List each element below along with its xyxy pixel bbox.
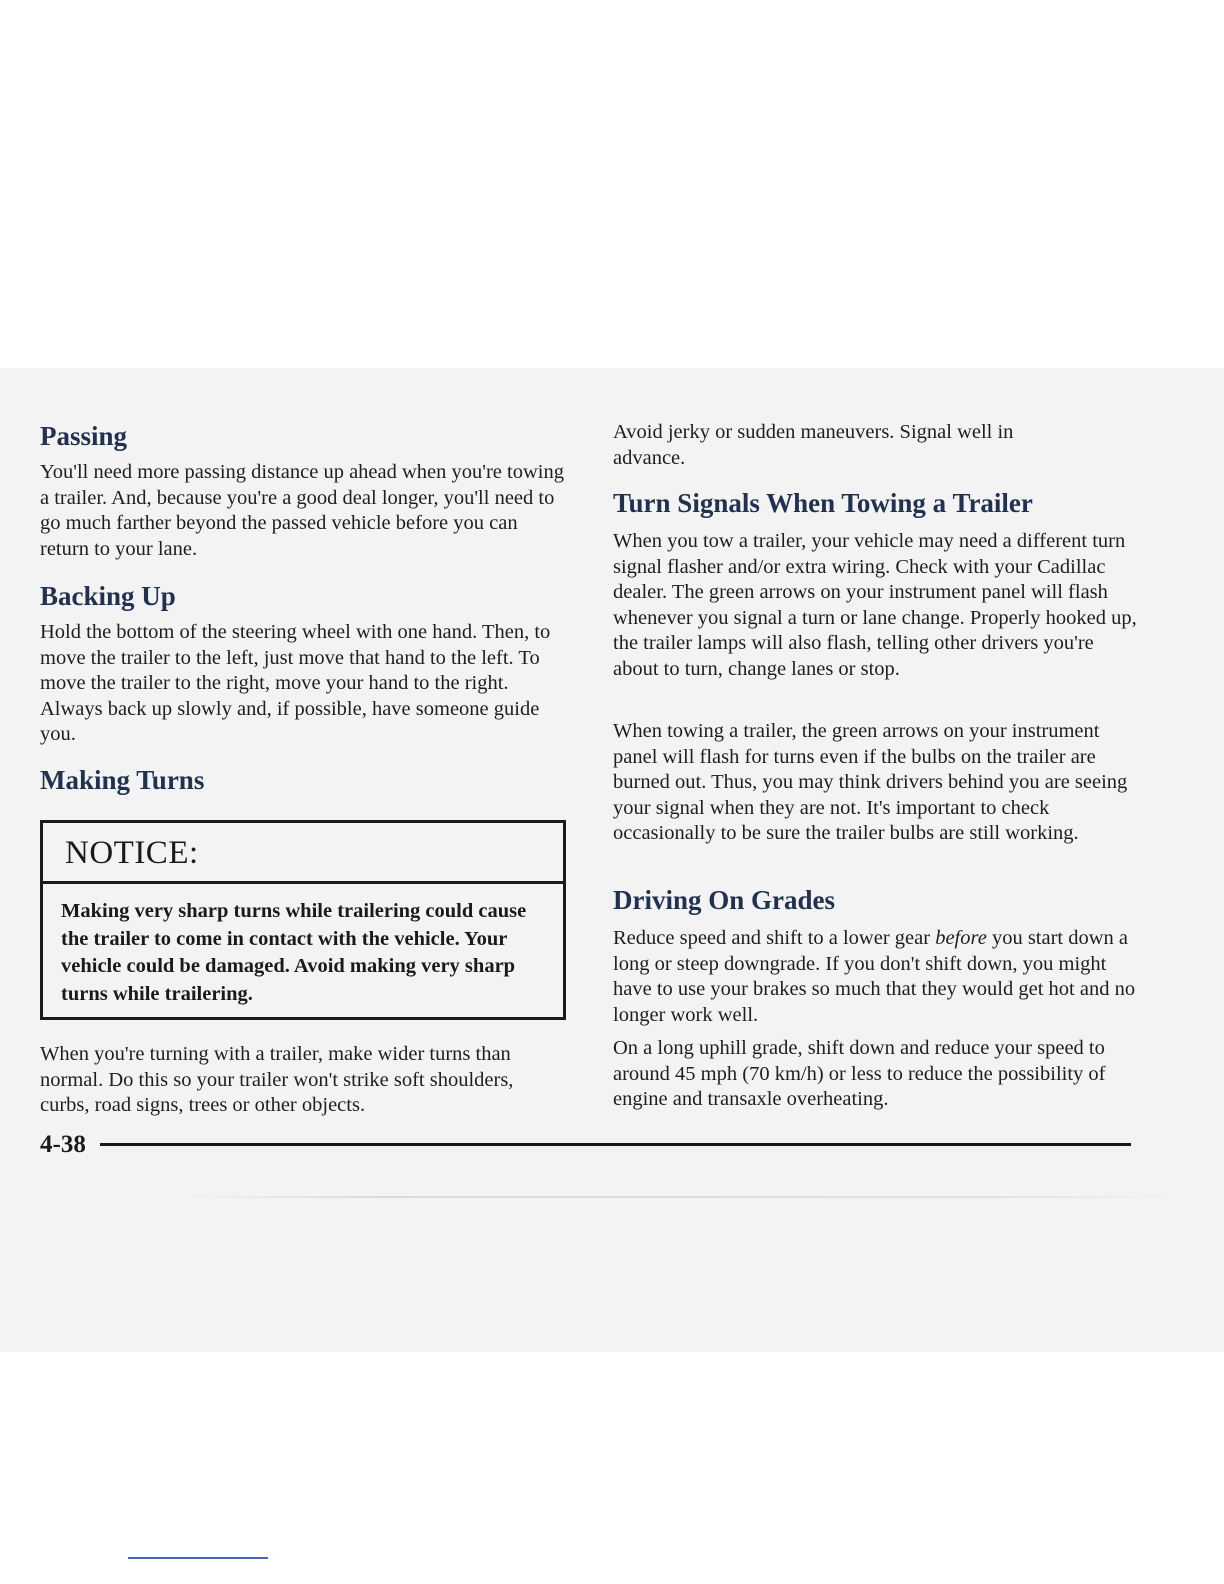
turn-signals-para-2: When towing a trailer, the green arrows on your instrument panel will flash for turns even if the bulbs on the trailer are burned out. Thus, you may think drivers behind you are seeing your signal when they are not. It's important to check occasionally to be sure the trailer bulbs are still working. bbox=[613, 720, 1128, 845]
page-number: 4-38 bbox=[40, 1131, 86, 1158]
notice-title-bar bbox=[43, 823, 563, 884]
passing-heading: Passing bbox=[40, 421, 128, 451]
notice-body: Making very sharp turns while trailering could cause the trailer to come in contact with the vehicle. Your vehicle could be damaged. Avoid making very sharp turns while trailering. bbox=[61, 900, 527, 1005]
making-turns-body: When you're turning with a trailer, make wider turns than normal. Do this so your trailer won't strike soft shoulders, curbs, road signs, trees or other objects. bbox=[40, 1043, 514, 1117]
making-turns-heading: Making Turns bbox=[40, 765, 205, 795]
turn-signals-para-1: When you tow a trailer, your vehicle may need a different turn signal flasher and/or extra wiring. Check with your Cadillac dealer. The green arrows on your instrument panel will flash whenever you signal a turn or lane change. Properly hooked up, the trailer lamps will also flash, telling other drivers you're about to turn, change lanes or stop. bbox=[613, 530, 1137, 680]
driving-on-grades-heading: Driving On Grades bbox=[613, 885, 836, 915]
manual-page bbox=[0, 368, 1224, 1352]
grades-para-1-emphasis: before bbox=[935, 927, 987, 949]
grades-para-2: On a long uphill grade, shift down and reduce your speed to around 45 mph (70 km/h) or less to reduce the possibility of engine and transaxle overheating. bbox=[613, 1037, 1106, 1111]
backing-up-body: Hold the bottom of the steering wheel with one hand. Then, to move the trailer to the left, just move that hand to the left. To move the trailer to the right, move your hand to the right. Always back up slowly and, if possible, have someone guide you. bbox=[40, 621, 551, 746]
scan-artifact-line bbox=[180, 1196, 1180, 1198]
notice-title: NOTICE: bbox=[65, 835, 199, 871]
turn-signals-heading: Turn Signals When Towing a Trailer bbox=[613, 488, 1033, 518]
grades-para-1-start: Reduce speed and shift to a lower gear bbox=[613, 927, 936, 949]
grades-para-1-end: you start down a long or steep downgrade. If you don't shift down, you might have to use your brakes so much that they would get hot and no longer work well. bbox=[613, 927, 1136, 1026]
footer-rule bbox=[100, 1143, 1131, 1146]
intro-text: Avoid jerky or sudden maneuvers. Signal well in advance. bbox=[613, 421, 1014, 469]
notice-box bbox=[40, 820, 566, 1020]
grades-para-1 bbox=[613, 926, 1143, 1028]
link-underline bbox=[128, 1557, 268, 1559]
passing-body: You'll need more passing distance up ahead when you're towing a trailer. And, because you're a good deal longer, you'll need to go much farther beyond the passed vehicle before you can return to your lane. bbox=[40, 461, 564, 560]
backing-up-heading: Backing Up bbox=[40, 581, 176, 611]
